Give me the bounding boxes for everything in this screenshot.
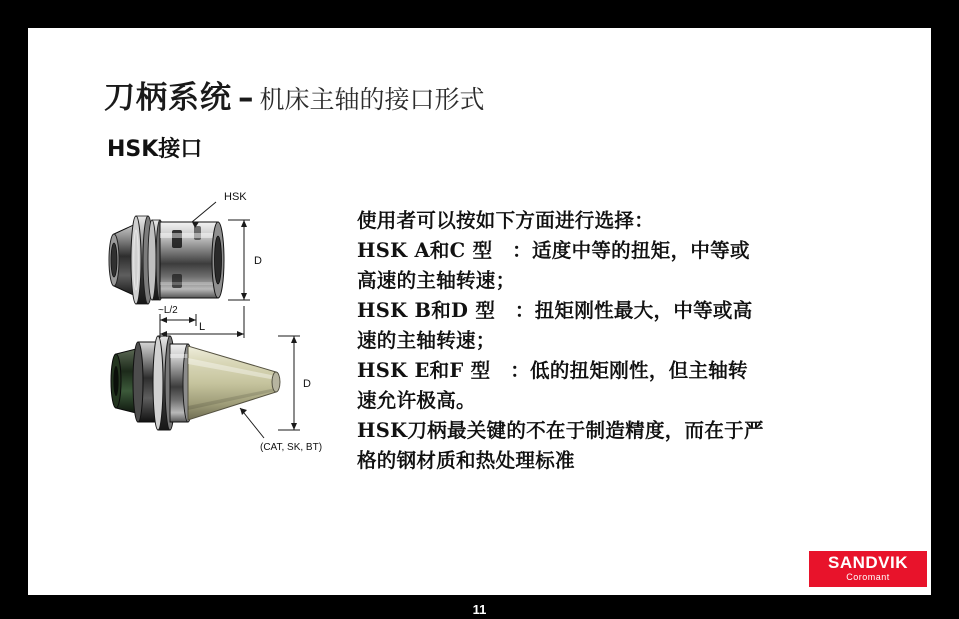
figure-label-l-half: ~L/2 xyxy=(158,305,178,316)
figure-label-l: L xyxy=(199,321,206,333)
left-black-stripe xyxy=(0,28,28,595)
body-line-3: HSK B和D 型 ：扭矩刚性最大，中等或高 xyxy=(357,299,753,322)
section-subtitle: HSK接口 xyxy=(107,137,203,162)
body-line-8: 格的钢材质和热处理标准 xyxy=(357,449,575,472)
title-dash: – xyxy=(238,80,254,116)
hsk-holder-lower xyxy=(111,336,280,430)
figure-label-taper: (CAT, SK, BT) xyxy=(260,442,323,453)
figure-label-d-top: D xyxy=(254,255,262,267)
figure-label-d-bottom: D xyxy=(303,378,311,390)
body-line-4: 速的主轴转速； xyxy=(357,329,496,352)
title-subtitle: 机床主轴的接口形式 xyxy=(259,85,485,114)
title-main: 刀柄系统 xyxy=(104,80,232,116)
sandvik-coromant-logo xyxy=(809,551,927,587)
page-number: 11 xyxy=(472,602,487,617)
body-text-block xyxy=(357,206,827,476)
body-line-5: HSK E和F 型 ：低的扭矩刚性，但主轴转 xyxy=(357,359,748,382)
top-black-band xyxy=(0,0,959,28)
logo-name: SANDVIK xyxy=(827,553,908,572)
right-black-stripe xyxy=(931,28,959,595)
hsk-holder-upper xyxy=(109,216,224,304)
logo-subname: Coromant xyxy=(846,572,890,582)
body-line-7: HSK刀柄最关键的不在于制造精度，而在于严 xyxy=(357,419,764,442)
body-line-6: 速允许极高。 xyxy=(357,389,476,412)
body-line-1: HSK A和C 型 ：适度中等的扭矩，中等或 xyxy=(357,239,750,262)
tool-holder-figure xyxy=(100,186,350,486)
body-intro: 使用者可以按如下方面进行选择： xyxy=(357,209,655,232)
page-title xyxy=(104,72,485,117)
figure-label-hsk: HSK xyxy=(224,191,247,203)
body-line-2: 高速的主轴转速； xyxy=(357,269,516,292)
